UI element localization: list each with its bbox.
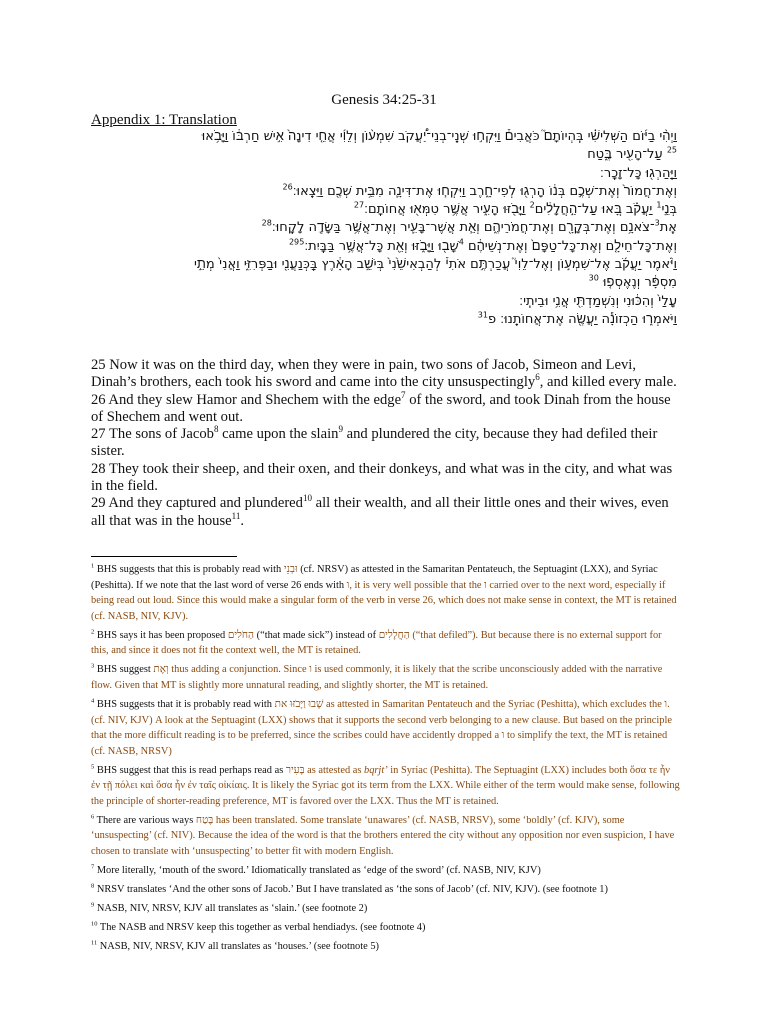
hebrew-word: בָּעִיר: [285, 764, 305, 776]
footnote-ref[interactable]: 6: [535, 372, 540, 383]
footnote-number: 11: [91, 939, 98, 947]
footnote-text: as attested in Samaritan Pentateuch and the Syriac (Peshitta), which excludes the: [323, 698, 665, 710]
footnote-number: 2: [91, 628, 95, 636]
hebrew-word: וּבְנֵי: [283, 564, 298, 575]
footnote-ref[interactable]: 3: [654, 219, 660, 229]
verse-text: 29 And they captured and plundered: [91, 495, 303, 512]
verse-text: 27 The sons of Jacob: [91, 426, 214, 443]
syriac-transliteration: bqrjt’: [364, 764, 388, 776]
hebrew-line-2: [91, 146, 677, 164]
verse-number: 31: [477, 310, 488, 320]
hebrew-word: בֶּטַח: [195, 814, 214, 826]
footnote-text: is used commonly, it is likely that the scribe unconsciously added with the narrative flow. Given that MT is slightly more unnatural reading, and slightly shorter, the MT is retained.: [91, 664, 663, 691]
verse-26: [91, 389, 681, 427]
footnote-number: 1: [91, 562, 95, 570]
footnote-8: [91, 882, 681, 898]
hebrew-line-5: [91, 201, 677, 219]
footnote-ref[interactable]: 7: [401, 389, 406, 400]
footnote-number: 5: [91, 763, 95, 771]
hebrew-text-segment: ־צֹאנָ֥ם וְאֶת־בְּקָרָ֖ם וְאֶת־חֲמֹרֵיהֶ֑ם וְאֵ֧ת אֲשֶׁר־בָּעִ֛יר וְאֶת־אֲשֶׁ֥ר בַּשָּׂדֶ֖ה לָקָֽחוּ׃: [271, 220, 655, 236]
hebrew-line-4: [91, 183, 677, 201]
hebrew-line-6: [91, 219, 677, 237]
page-title: Genesis 34:25-31: [331, 92, 437, 108]
footnote-9: [91, 901, 681, 917]
footnote-text: as attested as: [304, 764, 364, 776]
footnote-6: [91, 813, 681, 860]
footnote-text: (“that defiled”). But because there is no external support for this, and since it does not fit the context well, the MT is retained.: [91, 629, 662, 657]
footnotes: [91, 562, 681, 958]
footnote-ref[interactable]: 11: [231, 510, 241, 521]
hebrew-text-segment: בְּנֵ֣י: [661, 202, 677, 218]
hebrew-text-segment: יַעֲקֹ֗ב בָּ֚אוּ עַל־הַ֣חֲלָלִ֔ים: [534, 202, 657, 218]
footnote-number: 10: [91, 920, 98, 928]
hebrew-line-11: [91, 311, 677, 329]
verse-27: [91, 426, 681, 461]
footnote-number: 7: [91, 863, 95, 871]
footnote-number: 4: [91, 697, 95, 705]
hebrew-line-10: עָלַי֙ וְהִכּ֔וּנִי וְנִשְׁמַדְתִּ֖י אֲנִ֥י וּבֵיתִֽי׃: [519, 293, 677, 309]
hebrew-word: ו: [484, 579, 487, 591]
hebrew-text-segment: שָׁב֖וּ וַיָּבֹ֑זּוּ וְאֵ֖ת כָּל־אֲשֶׁ֥ר בַּבָּֽיִת׃: [304, 238, 459, 254]
hebrew-text-segment: וְאֶת־כָּל־חֵילָ֤ם וְאֶת־כָּל־טַפָּם֙ וְאֶת־נְשֵׁיהֶ֔ם: [463, 238, 677, 254]
footnote-text: (cf. NRSV) as attested in the Samaritan Pentateuch, the Septuagint (LXX), and Syriac (Peshitta). If we note that the last word of verse 26 ends with: [91, 564, 658, 591]
footnote-text: NASB, NIV, NRSV, KJV all translates as ‘houses.’ (see footnote 5): [97, 940, 379, 952]
hebrew-line-7: [91, 238, 677, 256]
verse-text: of the sword, and took Dinah from the house of Shechem and went out.: [91, 391, 671, 425]
verse-25: [91, 357, 681, 392]
footnote-number: 3: [91, 662, 95, 670]
hebrew-word: וְאֶת: [153, 664, 169, 676]
footnote-ref[interactable]: 4: [458, 237, 464, 247]
footnote-text: BHS suggest that this is read perhaps read as: [94, 764, 286, 776]
footnote-separator: [91, 556, 237, 557]
verse-text: .: [240, 512, 245, 529]
hebrew-word: הַחֹלִים: [227, 629, 255, 641]
hebrew-line-8: וַיֹּ֨אמֶר יַעֲקֹ֜ב אֶל־שִׁמְע֣וֹן וְאֶל־לֵוִי֮ עֲכַרְתֶּ֣ם אֹתִי֒ לְהַבְאִישֵׁ֙נִי֙ בְּיֹשֵׁ֣ב הָאָ֔רֶץ בַּֽכְּנַעֲנִ֖י וּבַפְּרִזִּ֑י וַאֲנִי֙ מְתֵ֣י: [194, 257, 677, 273]
footnote-text: BHS suggests that it is probably read with: [94, 698, 275, 710]
hebrew-word: ו: [664, 698, 668, 710]
verse-text: came upon the slain: [218, 426, 339, 443]
hebrew-word: ו: [501, 730, 505, 742]
verse-number: 30: [588, 274, 599, 284]
hebrew-line-1: וַיְהִ֨י בַיּ֜וֹם הַשְּׁלִישִׁ֗י בִּֽהְיוֹתָם֮ כֹּאֲבִים֒ וַיִּקְח֣וּ שְׁנֵֽי־בְנֵי־יַ֠עֲקֹב שִׁמְע֨וֹן וְלֵוִ֜י אֲחֵ֤י דִינָה֙ אִ֣ישׁ חַרְבּ֔וֹ וַיָּבֹ֥אוּ: [201, 129, 677, 144]
hebrew-line-3: וַיַּֽהַרְג֖וּ כָּל־זָכָֽר׃: [600, 165, 677, 181]
footnote-text: More literally, ‘mouth of the sword.’ Idiomatically translated as ‘edge of the sword’ (cf. NASB, NIV, KJV): [94, 865, 541, 877]
verse-number: 27: [353, 201, 365, 210]
footnote-text: NASB, NIV, NRSV, KJV all translates as ‘slain.’ (see footnote 2): [94, 903, 368, 914]
verse-text: 25 Now it was on the third day, when they were in pain, two sons of Jacob, Simeon and Levi, Dinah’s brothers, each took his sword and came into the city unsuspectingly: [91, 357, 636, 391]
verse-text: , and killed every male.: [539, 374, 677, 391]
verse-text: all their wealth, and all their little ones and their wives, even all that was in the house: [91, 495, 669, 529]
hebrew-text: [91, 128, 677, 329]
hebrew-word: ו: [346, 579, 350, 591]
footnote-text: (“that made sick”) instead of: [254, 629, 379, 641]
footnote-10: [91, 920, 681, 936]
hebrew-text-segment: עַל־הָעִ֖יר בֶּ֑טַח: [587, 147, 663, 163]
appendix-heading: Appendix 1: Translation: [91, 112, 237, 128]
verse-29: [91, 495, 681, 530]
hebrew-word: שָׁבוּ וַיָּבֹזּוּ את: [274, 698, 324, 710]
english-translation: [91, 357, 681, 530]
footnote-1: [91, 562, 681, 624]
footnote-text: BHS suggests that this is probably read with: [94, 564, 284, 575]
footnote-text: BHS says it has been proposed: [94, 629, 228, 641]
footnote-11: [91, 939, 681, 955]
hebrew-text-segment: וַיָּבֹ֖זּוּ הָעִ֑יר אֲשֶׁ֥ר טִמְּא֖וּ אֲחוֹתָֽם׃: [364, 202, 530, 218]
footnote-text: , it is very well possible that the: [349, 579, 485, 591]
hebrew-text-segment: וַיֹּאמְר֑וּ הַכְזוֹנָ֕ה יַעֲשֶׂ֖ה אֶת־אֲחוֹתֵֽנוּ׃ פ: [488, 311, 677, 327]
footnote-text: BHS suggest: [94, 664, 154, 676]
footnote-ref[interactable]: 8: [213, 424, 219, 435]
footnote-text: carried over to the next word, especially if being read out loud. Since this would make a singular form of the verb in verse 26, which does not make sense in context, the MT is retained (cf. NASB, NIV, KJV).: [91, 579, 677, 622]
footnote-text: has been translated. Some translate ‘unawares’ (cf. NASB, NRSV), some ‘boldly’ (cf. KJV), some ‘unsuspecting’ (cf. NIV). Because the idea of the word is that the brothers entered the city without any opposition nor even suspicion, I have chosen to translate with ‘unsuspecting’ to better fit with modern English.: [91, 814, 675, 858]
footnote-ref[interactable]: 10: [302, 493, 312, 504]
footnote-text: NRSV translates ‘And the other sons of Jacob.’ But I have translated as ‘the sons of Jacob’ (cf. NIV, KJV). (see footnote 1): [94, 884, 608, 896]
footnote-text: to simplify the text, the MT is retained (cf. NASB, NRSV): [91, 730, 668, 757]
verse-28: 28 They took their sheep, and their oxen, and their donkeys, and what was in the city, and what was in the field.: [91, 460, 673, 495]
verse-text: and plundered the city, because they had defiled their sister.: [91, 426, 658, 460]
footnote-text: thus adding a conjunction. Since: [168, 664, 310, 676]
footnote-ref[interactable]: 9: [338, 424, 343, 435]
footnote-ref[interactable]: 1: [656, 201, 662, 210]
hebrew-text-segment: מִסְפָּ֔ר וְנֶאֶסְפ֤וּ: [602, 275, 677, 291]
footnote-text: in Syriac (Peshitta). The Septuagint (LXX) includes both ὅσα τε ἦν ἐν τῇ πόλει καὶ ὅσα ἦν ἐν ταῖς οἰκίαις. It is likely the Syriac got its term from the LXX. While either of the term would make sense, following the principle of shorter-reading preference, MT is favored over the LXX. Thus the MT is retained.: [91, 764, 680, 807]
hebrew-text-segment: אֶֽת: [659, 220, 677, 236]
footnote-number: 8: [91, 882, 95, 890]
footnote-text: There are various ways: [94, 814, 196, 826]
verse-number: 29: [288, 237, 300, 247]
footnote-4: [91, 697, 681, 759]
footnote-text: The NASB and NRSV keep this together as verbal hendiadys. (see footnote 4): [97, 921, 426, 933]
footnote-2: [91, 628, 681, 659]
verse-number: 25: [666, 146, 677, 155]
verse-text: 26 And they slew Hamor and Shechem with the edge: [91, 391, 402, 408]
footnote-ref[interactable]: 2: [529, 201, 535, 210]
verse-number: 28: [261, 219, 272, 229]
hebrew-word: הַחֲלָלִים: [378, 629, 410, 641]
footnote-7: [91, 863, 681, 879]
hebrew-line-9: [91, 274, 677, 292]
verse-number: 26: [282, 182, 293, 192]
footnote-number: 6: [91, 813, 95, 821]
footnote-3: [91, 662, 681, 693]
hebrew-text-segment: וְאֶת־חֲמוֹר֙ וְאֶת־שְׁכֶ֣ם בְּנ֔וֹ הָרְג֖וּ לְפִי־חָ֑רֶב וַיִּקְח֧וּ אֶת־דִּינָ֛ה מִבֵּ֥ית שְׁכֶ֖ם וַיֵּצֵֽאוּ׃: [292, 183, 677, 199]
hebrew-word: ו: [309, 664, 312, 676]
footnote-text: . (cf. NIV, KJV) A look at the Septuagint (LXX) shows that it supports the second verb belonging to a new clause. But based on the principle that the more difficult reading is to be preferred, since the scribes could have accidently dropped a: [91, 698, 672, 742]
footnote-number: 9: [91, 901, 95, 909]
footnote-5: [91, 763, 681, 810]
footnote-ref[interactable]: 5: [299, 237, 305, 247]
